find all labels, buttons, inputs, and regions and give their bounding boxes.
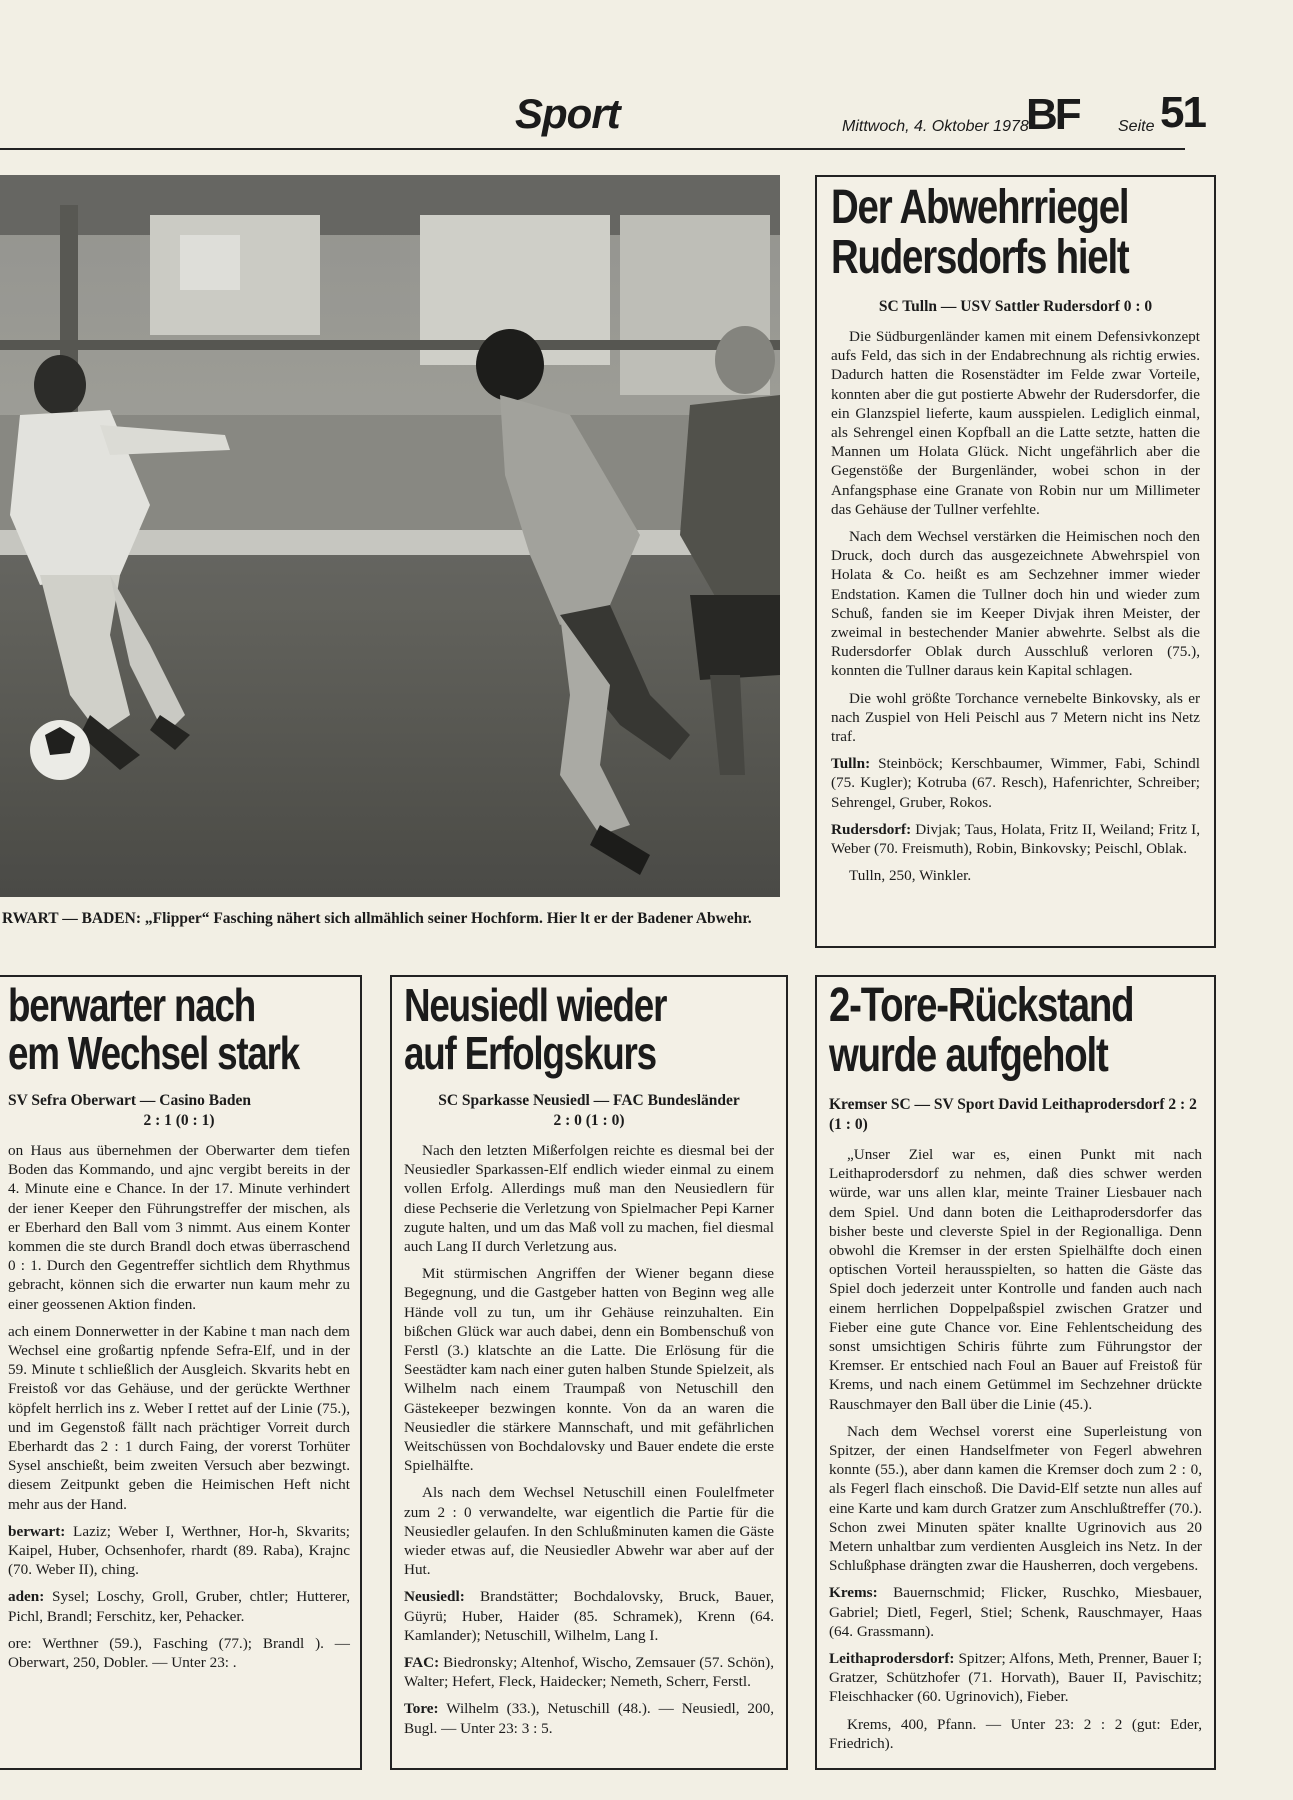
lineup-text: Spitzer; Alfons, Meth, Prenner, Bauer I; Gratzer, Schützhofer (71. Horvath), Bauer II, Pavischitz; Fleischhacker (60. Ugrinovich), Fieber. — [829, 1650, 1203, 1706]
lineup-text: Divjak; Taus, Holata, Fritz II, Weiland; Fritz I, Weber (70. Freismuth), Robin, Binkovsky; Peischl, Oblak. — [831, 820, 1201, 858]
goals-label: Tore: — [404, 1700, 439, 1718]
lineup-text: Laziz; Weber I, Werthner, Hor-h, Skvarits; Kaipel, Huber, Ochsenhofer, rhardt (89. Raba), Krajnc (70. Weber II), ching. — [8, 1522, 351, 1579]
page-label: Seite — [1118, 118, 1155, 135]
newspaper-logo: BF — [1026, 90, 1079, 139]
subhead-krems: Kremser SC — SV Sport David Leithaprodersdorf 2 : 2 (1 : 0) — [829, 1096, 1197, 1133]
issue-date: Mittwoch, 4. Oktober 1978 — [842, 118, 1029, 135]
subhead-tulln: SC Tulln — USV Sattler Rudersdorf 0 : 0 — [878, 298, 1153, 315]
match-facts: Tulln, 250, Winkler. — [849, 867, 972, 885]
headline-krems-line1: 2-Tore-Rückstand — [829, 979, 1134, 1032]
article-tulln — [815, 175, 1216, 948]
headline-krems-line2: wurde aufgeholt — [829, 1029, 1108, 1082]
lineup-leithaprodersdorf — [829, 1649, 1202, 1707]
article-neusiedl — [390, 975, 788, 1770]
match-facts: ore: Werthner (59.), Fasching (77.); Brandl ). — Oberwart, 250, Dobler. — Unter 23: . — [8, 1634, 350, 1672]
match-photo — [0, 175, 780, 897]
lineup-label: aden: — [8, 1588, 45, 1606]
lineup-label: Tulln: — [831, 755, 871, 773]
match-facts: Krems, 400, Pfann. — Unter 23: 2 : 2 (gut: Eder, Friedrich). — [829, 1715, 1202, 1752]
lineup-text: Sysel; Loschy, Groll, Gruber, chtler; Hutterer, Pichl, Brandl; Ferschitz, ker, Pehacker. — [8, 1588, 350, 1625]
lineup-text: Brandstätter; Bochdalovsky, Bruck, Bauer, Güyrü; Huber, Haider (85. Schramek), Krenn (64. Kamlander); Netuschill, Wilhelm, Lang I. — [404, 1588, 774, 1644]
paragraph: ach einem Donnerwetter in der Kabine t man nach dem Wechsel eine großartig npfende Sefra-Elf, und in der 59. Minute t schließlich der Ausgleich. Skvarits hebt en Freistoß vor das Gehäuse, und der gerückte Werthner köpfelt herrlich ins z. Weber I rettet auf der Linie (75.), und im Gegenstoß fällt nach prächtiger Vorreit durch Eberhardt das 2 : 1 durch Faing, der vorerst Torhüter Sysel anschießt, beim zweiten Versuch aber bezwingt. diesem Zeitpunkt geben die Heimischen Heft nicht mehr aus der Hand. — [8, 1322, 350, 1513]
paragraph: Mit stürmischen Angriffen der Wiener begann diese Begegnung, und die Gastgeber hatten von Beginn weg alle Hände voll zu tun, um ihr Gehäuse reinzuhalten. Ein bißchen Glück war auch dabei, denn ein Bombenschuß von Ferstl (3.) klatschte an die Latte. Die Erlösung für die Seestädter kam nach einer guten halben Stunde Spielzeit, als Wilhelm nach einem Traumpaß von Netuschill den Gästekeeper bezwingen konnte. Von da an waren die Neusiedler die stärkere Mannschaft, und mit gefährlichen Weitschüssen von Bochdalovsky und Bauer endete die erste Spielhälfte. — [404, 1265, 774, 1475]
lineup-neusiedl — [404, 1587, 774, 1645]
paragraph: Nach den letzten Mißerfolgen reichte es diesmal bei der Neusiedler Sparkassen-Elf endlich wieder einmal zu einem vollen Erfolg. Allerdings muß man den Neusiedlern für diese Pechserie die Verletzung von Spielmacher Pepi Karner zugute halten, und um das Maß voll zu machen, fiel diesmal auch Lang II durch Verletzung aus. — [404, 1142, 774, 1256]
lineup-oberwart — [8, 1522, 350, 1580]
section-title: Sport — [515, 90, 620, 137]
page-header — [0, 86, 1205, 150]
page-number: 51 — [1160, 88, 1205, 137]
football-scene-illustration — [0, 175, 780, 897]
lineup-tulln — [831, 754, 1200, 812]
paragraph: „Unser Ziel war es, einen Punkt mit nach Leithaprodersdorf zu nehmen, daß dies schwer werden würde, war uns allen klar, meinte Trainer Liesbauer nach dem Spiel. Und dann boten die Leithaprodersdorfer das bisher beste und cleverste Spiel in der Regionalliga. Denn obwohl die Kremser in der ersten Spielhälfte doch einen optischen Vorteil herausspielten, so hatten die Gäste das Spiel doch jederzeit unter Kontrolle und fanden auch nach einem herrlichen Doppelpaßspiel zwischen Gratzer und Fieber eine gute Chance vor. Eine Fehlentscheidung des sonst umsichtigen Schiris führte zum Führungstor der Kremser. Er entschied nach Foul an Bauer auf Freistoß für Krems, und nach einem Getümmel im Sechzehner drückte Rauschmayer den Ball über die Linie (45.). — [829, 1146, 1202, 1413]
lineup-label: Neusiedl: — [404, 1588, 465, 1606]
lineup-baden — [8, 1587, 350, 1625]
article-oberwart — [0, 975, 362, 1770]
paragraph: Die wohl größte Torchance vernebelte Binkovsky, als er nach Zuspiel von Heli Peischl aus 7 Metern nicht ins Netz traf. — [831, 689, 1200, 746]
score-neusiedl: 2 : 0 (1 : 0) — [553, 1112, 625, 1129]
paragraph: Als nach dem Wechsel Netuschill einen Foulelfmeter zum 2 : 0 verwandelte, war eigentlich die Partie für die Neusiedler gelaufen. In den Schlußminuten kamen die Gäste wieder etwas auf, die Neusiedler Abwehr war aber auf der Hut. — [404, 1484, 774, 1579]
lineup-text: Bauernschmid; Flicker, Ruschko, Miesbauer, Gabriel; Dietl, Fegerl, Stiel; Schenk, Rauschmayer, Haas (64. Grassmann). — [829, 1584, 1203, 1640]
lineup-text: Biedronsky; Altenhof, Wischo, Zemsauer (57. Schön), Walter; Hefert, Fleck, Haidecker; Nemeth, Scherr, Ferstl. — [404, 1654, 774, 1691]
lineup-fac — [404, 1653, 774, 1691]
match-facts — [404, 1699, 774, 1737]
headline-oberwart-line1: berwarter nach — [8, 979, 256, 1031]
lineup-label: Leithaprodersdorf: — [829, 1650, 955, 1668]
headline-tulln-line1: Der Abwehrriegel — [831, 181, 1129, 234]
paragraph: Die Südburgenländer kamen mit einem Defensivkonzept aufs Feld, das sich in der Endabrechnung als richtig erwies. Dadurch hatten die Rosenstädter im Felde zwar Vorteile, konnten aber die gut postierte Abwehr der Rudersdorfer, die ein Glanzspiel lieferte, kaum ausspielen. Lediglich einmal, als Sehrengel einen Kopfball an die Latte setzte, hatten die Mannen um Holata Glück. Nicht ungefährlich aber die Gegenstöße der Burgenländer, wobei schon in der Anfangsphase eine Granate von Robin nur um Millimeter das Gehäuse der Tullner verfehlte. — [831, 328, 1200, 518]
lineup-krems — [829, 1583, 1202, 1641]
subhead-oberwart: SV Sefra Oberwart — Casino Baden — [8, 1092, 251, 1109]
headline-oberwart-line2: em Wechsel stark — [8, 1027, 300, 1079]
headline-tulln-line2: Rudersdorfs hielt — [831, 231, 1129, 284]
headline-neusiedl-line1: Neusiedl wieder — [404, 979, 667, 1031]
goals-text: Wilhelm (33.), Netuschill (48.). — Neusiedl, 200, Bugl. — Unter 23: 3 : 5. — [404, 1700, 774, 1737]
paragraph: Nach dem Wechsel vorerst eine Superleistung von Spitzer, der einen Handselfmeter von Fegerl abwehren konnte (55.), aber dann kamen die Kremser doch zum 2 : 0, als Fegerl flach einschoß. Die David-Elf setzte nun alles auf eine Karte und kam durch Gratzer zum Anschlußtreffer (70.). Schon zwei Minuten später knallte Ugrinovich aus 20 Metern unhaltbar zum verdienten Ausgleich ins Netz. In der Schlußphase drängten zwar die Hausherren, doch vergebens. — [829, 1422, 1202, 1575]
headline-neusiedl-line2: auf Erfolgskurs — [404, 1027, 656, 1079]
lineup-label: berwart: — [8, 1522, 66, 1540]
lineup-rudersdorf — [831, 820, 1200, 858]
lineup-label: FAC: — [404, 1654, 440, 1672]
subhead-neusiedl: SC Sparkasse Neusiedl — FAC Bundesländer — [438, 1092, 740, 1109]
paragraph: on Haus aus übernehmen der Oberwarter dem tiefen Boden das Kommando, und ajnc vergibt bereits in der 4. Minute eine e Chance. In der 17. Minute verhindert der iener Keeper den Führungstreffer der mischen, als er Eberhard den Ball vom 3 nimmt. Aus einem Konter kommen die ste durch Brandl doch etwas überraschend 0 : 1. Durch den Gegentreffer sichtlich dem Rhythmus gebracht, können sich die erwarter nun kaum mehr zu einer geossenen Aktion finden. — [8, 1142, 350, 1313]
photo-caption: RWART — BADEN: „Flipper“ Fasching nähert sich allmählich seiner Hochform. Hier lt er der Badener Abwehr. — [2, 910, 752, 927]
article-krems — [815, 975, 1216, 1770]
paragraph: Nach dem Wechsel verstärken die Heimischen noch den Druck, doch durch das ausgezeichnete Abwehrspiel von Holata & Co. heißt es am Sechzehner immer wieder Endstation. Kamen die Tullner doch hin und wieder zum Schuß, fanden sie im Keeper Divjak ihren Meister, der zweimal in bestechender Manier abwehrte. Selbst als die Rudersdorfer Oblak durch Ausschluß verloren (75.), konnten die Tullner daraus kein Kapital schlagen. — [831, 528, 1200, 680]
lineup-text: Steinböck; Kerschbaumer, Wimmer, Fabi, Schindl (75. Kugler); Kotruba (67. Resch), Hafenrichter, Schreiber; Sehrengel, Gruber, Rokos. — [831, 755, 1200, 811]
lineup-label: Rudersdorf: — [831, 820, 912, 838]
score-oberwart: 2 : 1 (0 : 1) — [143, 1112, 215, 1129]
lineup-label: Krems: — [829, 1584, 878, 1602]
